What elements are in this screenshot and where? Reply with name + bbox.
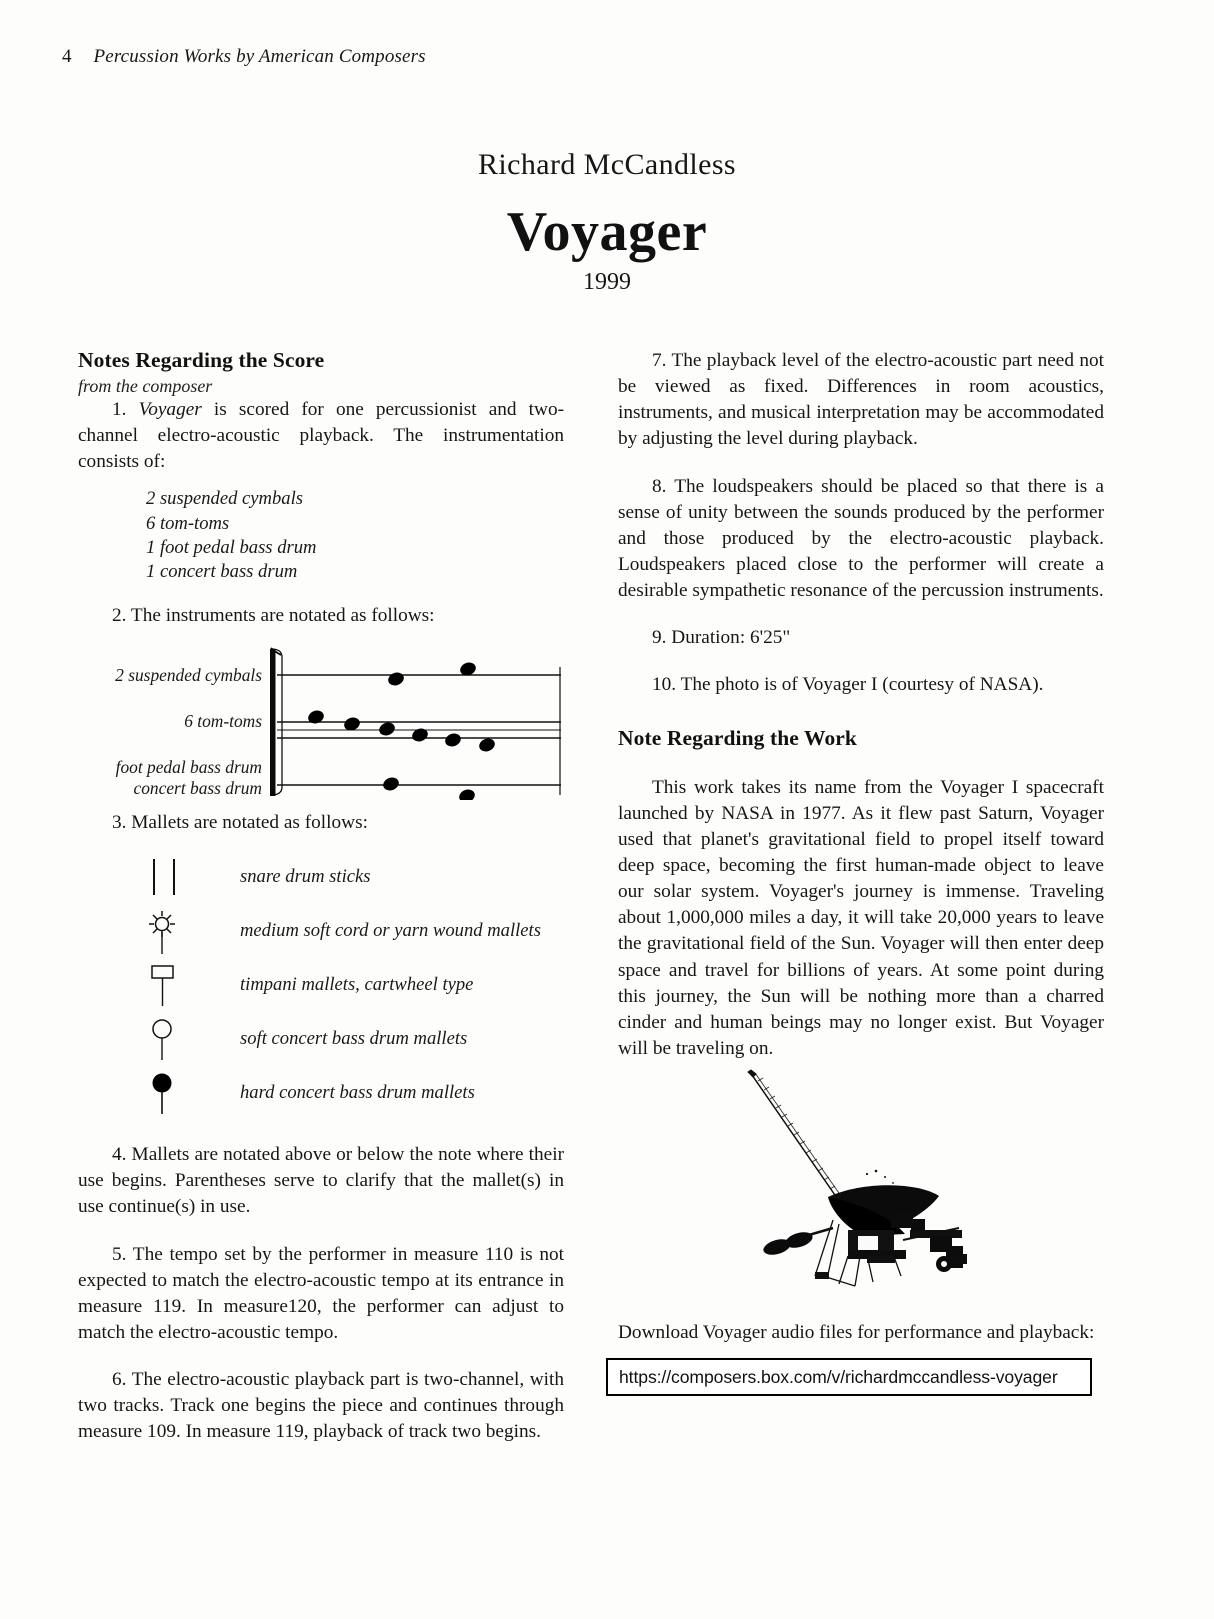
note-item-6: 6. The electro-acoustic playback part is two-channel, with two tracks. Track one begins the piece and continues through measure 109. In measure 119, playback of track two begins.	[78, 1369, 564, 1443]
note-item-10: 10. The photo is of Voyager I (courtesy of NASA).	[652, 674, 1044, 696]
staff-label-toms: 6 tom-toms	[184, 710, 262, 731]
download-url-box[interactable]	[606, 1358, 1092, 1396]
note-item-9: 9. Duration: 6'25"	[652, 627, 791, 649]
right-column	[618, 348, 1104, 1062]
mallet-legend-row	[130, 850, 564, 904]
list-item: 2 suspended cymbals	[146, 488, 303, 510]
yarn-wound-mallet-icon	[130, 904, 240, 958]
mallet-legend-label: timpani mallets, cartwheel type	[240, 974, 474, 996]
mallet-legend-label: soft concert bass drum mallets	[240, 1028, 468, 1050]
staff-label-concert-bass-drum: concert bass drum	[133, 777, 262, 798]
hard-bass-drum-mallet-icon	[130, 1066, 240, 1120]
left-column	[78, 348, 564, 1445]
notes-regarding-score-subheading: from the composer	[78, 376, 213, 396]
mallet-legend	[130, 850, 564, 1120]
note-regarding-work-body: This work takes its name from the Voyager I spacecraft launched by NASA in 1977. As it flew past Saturn, Voyager used that planet's gravitational field to propel itself toward deep space, becoming the first human-made object to leave our solar system. Voyager's journey is immense. Traveling about 1,000,000 miles a day, it will take 20,000 years to leave the gravitational field of the Sun. Voyager will then enter deep space and travel for billions of years. At some point during this journey, the Sun will be nothing more than a charred cinder and human beings may no longer exist. But Voyager will be traveling on.	[618, 776, 1104, 1059]
staff-svg	[268, 645, 564, 800]
note-1-work-title: Voyager	[138, 399, 202, 420]
running-head	[62, 46, 426, 68]
staff-label-foot-pedal-bass-drum: foot pedal bass drum	[115, 756, 262, 777]
composer-name: Richard McCandless	[478, 148, 736, 181]
mallet-legend-label: snare drum sticks	[240, 866, 371, 888]
voyager-spacecraft-photo	[715, 1050, 1005, 1295]
mallet-legend-row	[130, 1012, 564, 1066]
cartwheel-timpani-mallet-icon	[130, 958, 240, 1012]
staff-labels	[78, 645, 262, 800]
snare-drum-sticks-icon	[130, 850, 240, 904]
mallet-legend-row	[130, 958, 564, 1012]
note-item-8: 8. The loudspeakers should be placed so that there is a sense of unity between the sounds produced by the performer and those produced by the electro-acoustic playback. Loudspeakers placed close to the performer will create a desirable sympathetic resonance of the percussion instruments.	[618, 475, 1104, 602]
mallet-legend-label: hard concert bass drum mallets	[240, 1082, 475, 1104]
note-item-4: 4. Mallets are notated above or below the note where their use begins. Parentheses serve to clarify that the mallet(s) in use continue(s) in use.	[78, 1144, 564, 1218]
list-item: 1 foot pedal bass drum	[146, 537, 317, 559]
note-item-3: 3. Mallets are notated as follows:	[112, 811, 368, 833]
title-block	[0, 148, 1214, 296]
note-item-7: 7. The playback level of the electro-acoustic part need not be viewed as fixed. Differences in room acoustics, instruments, and musical interpretation may be accommodated by adjusting the level during playback.	[618, 350, 1104, 450]
running-head-title: Percussion Works by American Composers	[93, 46, 426, 67]
staff-notation-figure	[78, 645, 564, 800]
work-year: 1999	[583, 269, 631, 295]
instrumentation-list	[146, 487, 564, 584]
note-1-text: is scored for one percussionist and two-channel electro-acoustic playback. The instrumentation consists of:	[78, 399, 565, 473]
note-1-number: 1.	[112, 399, 139, 420]
note-item-5: 5. The tempo set by the performer in measure 110 is not expected to match the electro-acoustic tempo at its entrance in measure 119. In measure120, the performer can adjust to match the electro-acoustic tempo.	[78, 1243, 564, 1343]
mallet-legend-row	[130, 904, 564, 958]
staff-label-cymbals: 2 suspended cymbals	[115, 664, 262, 685]
list-item: 1 concert bass drum	[146, 561, 298, 583]
note-item-2: 2. The instruments are notated as follows:	[112, 604, 435, 626]
list-item: 6 tom-toms	[146, 512, 230, 534]
note-item-1	[78, 397, 564, 475]
download-url-text[interactable]: https://composers.box.com/v/richardmccandless-voyager	[619, 1366, 1058, 1387]
notes-regarding-score-heading: Notes Regarding the Score	[78, 348, 325, 372]
work-title: Voyager	[506, 201, 708, 263]
mallet-legend-label: medium soft cord or yarn wound mallets	[240, 920, 541, 942]
mallet-legend-row	[130, 1066, 564, 1120]
soft-bass-drum-mallet-icon	[130, 1012, 240, 1066]
download-caption: Download Voyager audio files for performance and playback:	[618, 1322, 1095, 1343]
note-regarding-work-heading: Note Regarding the Work	[618, 725, 857, 750]
page-number: 4	[62, 46, 72, 67]
